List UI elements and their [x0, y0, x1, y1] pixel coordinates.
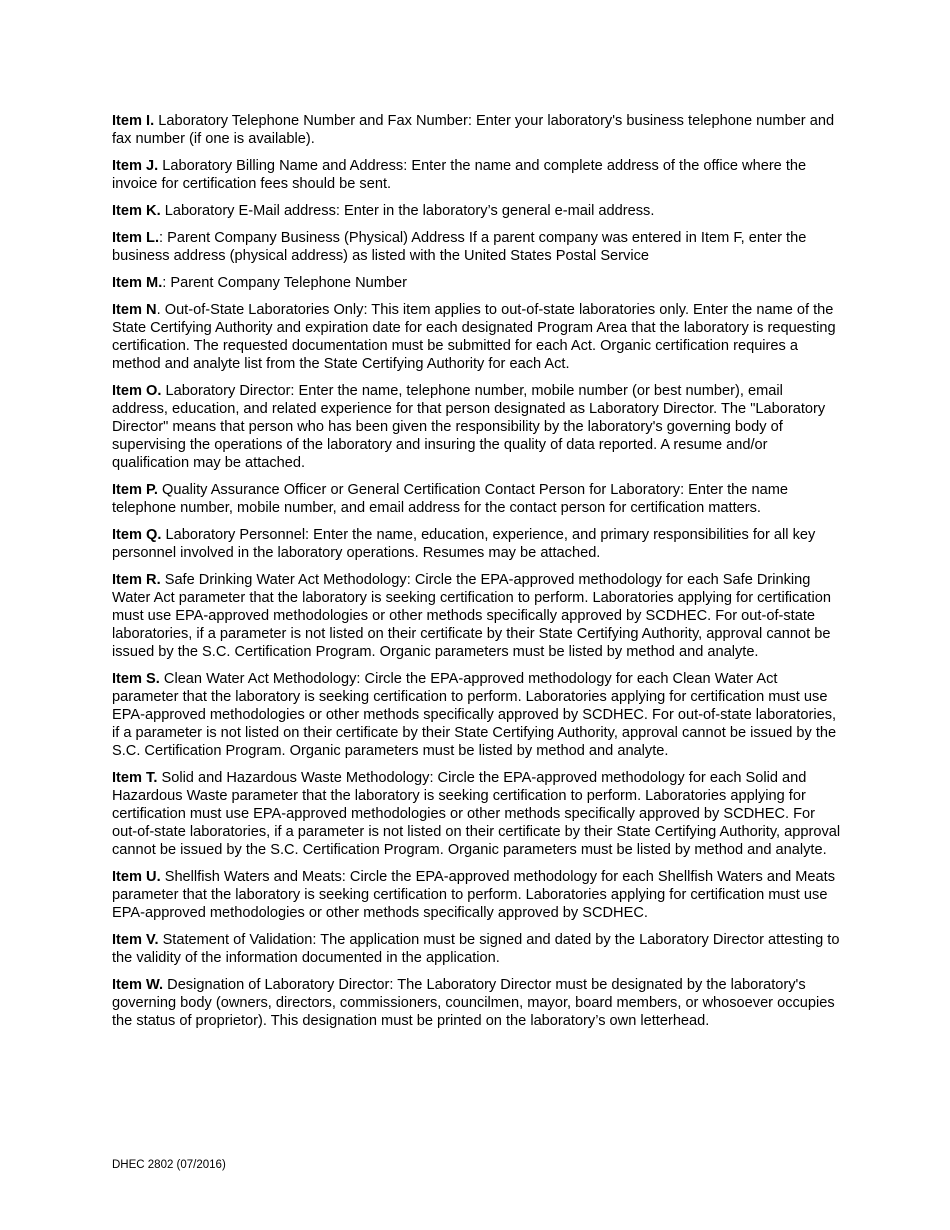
- item-text: Clean Water Act Methodology: Circle the EPA-approved methodology for each Clean Water Act parameter that the laboratory is seeking certification to perform. Laboratories applying for certification must use EPA-approved methodologies or other methods specifically approved by SCDHEC. For out-of-state laboratories, if a parameter is not listed on their certificate by their State Certifying Authority, approval cannot be issued by the S.C. Certification Program. Organic parameters must be listed by method and analyte.: [112, 671, 837, 759]
- item-label: Item I.: [112, 113, 155, 129]
- item-label: Item M.: [112, 275, 163, 291]
- item-i-paragraph: [112, 112, 842, 148]
- item-text: Safe Drinking Water Act Methodology: Circle the EPA-approved methodology for each Safe Drinking Water Act parameter that the laboratory is seeking certification to perform. Laboratories applying for certification must use EPA-approved methodologies or other methods specifically approved by SCDHEC. For out-of-state laboratories, if a parameter is not listed on their certificate by their State Certifying Authority, approval cannot be issued by the S.C. Certification Program. Organic parameters must be listed by method and analyte.: [112, 572, 831, 660]
- item-w-paragraph: [112, 976, 842, 1030]
- item-l-paragraph: [112, 229, 842, 265]
- item-text: Quality Assurance Officer or General Certification Contact Person for Laboratory: Enter the name telephone number, mobile number, and email address for the contact person for certification matters.: [112, 482, 788, 516]
- item-text: Laboratory Telephone Number and Fax Number: Enter your laboratory's business telephone number and fax number (if one is available).: [112, 113, 835, 147]
- item-text: : Parent Company Business (Physical) Address If a parent company was entered in Item F, enter the business address (physical address) as listed with the United States Postal Service: [112, 230, 807, 264]
- item-label: Item P.: [112, 482, 158, 498]
- item-q-paragraph: [112, 526, 842, 562]
- item-text: Shellfish Waters and Meats: Circle the EPA-approved methodology for each Shellfish Waters and Meats parameter that the laboratory is seeking certification to perform. Laboratories applying for certification must use EPA-approved methodologies or other methods specifically approved by SCDHEC.: [112, 869, 835, 921]
- item-p-paragraph: [112, 481, 842, 517]
- item-j-paragraph: [112, 157, 842, 193]
- item-label: Item N: [112, 302, 157, 318]
- item-n-paragraph: [112, 301, 842, 373]
- item-r-paragraph: [112, 571, 842, 661]
- item-text: Laboratory Director: Enter the name, telephone number, mobile number (or best number), email address, education, and related experience for that person designated as Laboratory Director. The "Laboratory Director" means that person who has been given the responsibility by the laboratory's governing body of supervising the operations of the laboratory and insuring the quality of data reported. A resume and/or qualification may be attached.: [112, 383, 826, 471]
- item-text: Statement of Validation: The application must be signed and dated by the Laboratory Director attesting to the validity of the information documented in the application.: [112, 932, 840, 966]
- item-label: Item R.: [112, 572, 161, 588]
- item-text: Laboratory Personnel: Enter the name, education, experience, and primary responsibilities for all key personnel involved in the laboratory operations. Resumes may be attached.: [112, 527, 816, 561]
- item-text: Laboratory E-Mail address: Enter in the laboratory’s general e-mail address.: [160, 203, 655, 219]
- item-s-paragraph: [112, 670, 842, 760]
- item-t-paragraph: [112, 769, 842, 859]
- item-u-paragraph: [112, 868, 842, 922]
- item-m-paragraph: [112, 274, 842, 292]
- item-label: Item Q.: [112, 527, 162, 543]
- item-label: Item K.: [112, 203, 161, 219]
- item-label: Item L.: [112, 230, 160, 246]
- item-label: Item W.: [112, 977, 164, 993]
- item-text: Solid and Hazardous Waste Methodology: Circle the EPA-approved methodology for each Solid and Hazardous Waste parameter that the laboratory is seeking certification to perform. Laboratories applying for certification must use EPA-approved methodologies or other methods specifically approved by SCDHEC. For out-of-state laboratories, if a parameter is not listed on their certificate by their State Certifying Authority, approval cannot be issued by the S.C. Certification Program. Organic parameters must be listed by method and analyte.: [112, 770, 841, 858]
- item-v-paragraph: [112, 931, 842, 967]
- item-label: Item S.: [112, 671, 160, 687]
- form-footer: DHEC 2802 (07/2016): [112, 1159, 226, 1171]
- item-label: Item J.: [112, 158, 159, 174]
- instructions-body: [112, 112, 842, 1039]
- item-k-paragraph: [112, 202, 842, 220]
- item-label: Item T.: [112, 770, 158, 786]
- item-text: Designation of Laboratory Director: The Laboratory Director must be designated by the laboratory's governing body (owners, directors, commissioners, councilmen, mayor, board members, or whosoever occupies the status of proprietor). This designation must be printed on the laboratory’s own letterhead.: [112, 977, 835, 1029]
- item-label: Item U.: [112, 869, 161, 885]
- item-label: Item V.: [112, 932, 159, 948]
- item-o-paragraph: [112, 382, 842, 472]
- item-text: : Parent Company Telephone Number: [162, 275, 408, 291]
- item-text: Laboratory Billing Name and Address: Enter the name and complete address of the office where the invoice for certification fees should be sent.: [112, 158, 807, 192]
- item-label: Item O.: [112, 383, 162, 399]
- item-text: . Out-of-State Laboratories Only: This item applies to out-of-state laboratories only. Enter the name of the State Certifying Authority and expiration date for each designated Program Area that the laboratory is requesting certification. The requested documentation must be submitted for each Act. Organic certification requires a method and analyte list from the State Certifying Authority for each Act.: [112, 302, 836, 372]
